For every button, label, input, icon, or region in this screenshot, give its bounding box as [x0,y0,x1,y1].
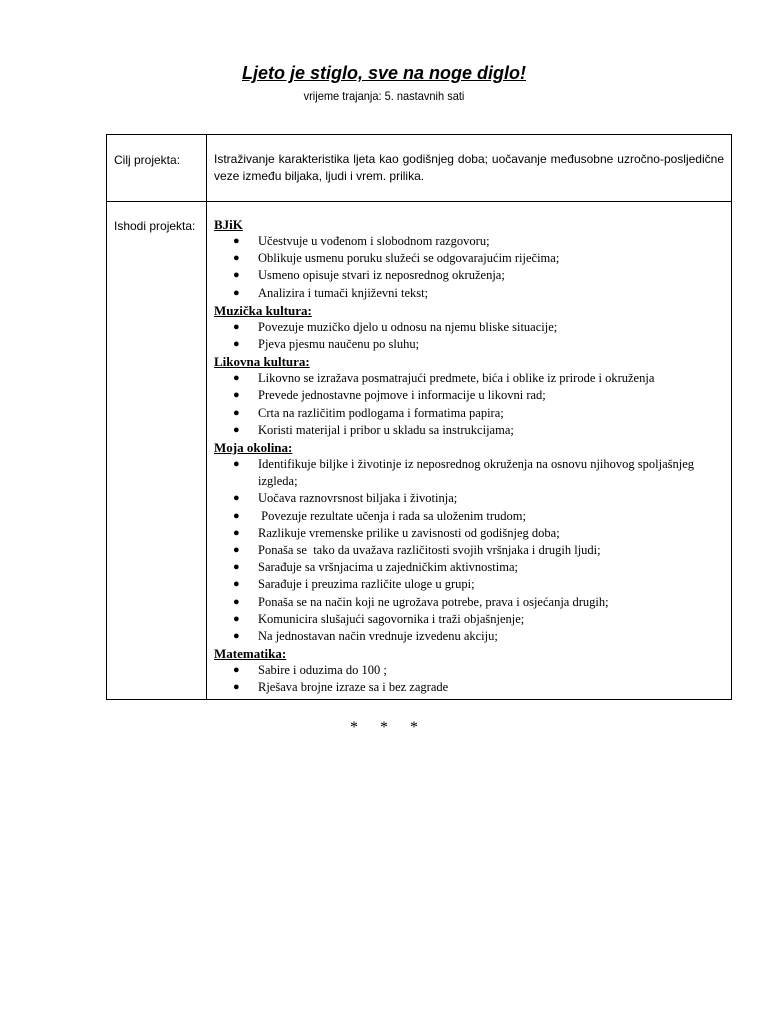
outcome-list [214,319,724,353]
list-item-text: Prevede jednostavne pojmove i informacije u likovni rad; [258,388,546,403]
list-item [214,387,724,404]
bullet-icon: ● [233,458,240,471]
outcomes-label: Ishodi projekta: [107,202,207,700]
list-item-text: Povezuje muzičko djelo u odnosu na njemu bliske situacije; [258,319,558,334]
bullet-icon: ● [233,681,240,694]
subject-heading: Moja okolina: [214,440,293,456]
bullet-icon: ● [233,561,240,574]
list-item [214,405,724,422]
subject-heading: Likovna kultura: [214,354,310,370]
list-item [214,233,724,250]
list-item [214,250,724,267]
list-item [214,594,724,611]
list-item [214,628,724,645]
duration-line: vrijeme trajanja: 5. nastavnih sati [303,89,465,103]
list-item [214,508,724,525]
list-item-text: Pjeva pjesmu naučenu po sluhu; [258,337,420,352]
bullet-icon: ● [233,578,240,591]
list-item [214,285,724,302]
bullet-icon: ● [233,492,240,505]
bullet-icon: ● [233,389,240,402]
bullet-icon: ● [233,544,240,557]
list-item-text: Komunicira slušajući sagovornika i traži objašnjenje; [258,611,525,626]
list-item-text: Sabire i oduzima do 100 ; [258,663,387,678]
list-item [214,662,724,679]
subject-heading: Matematika: [214,646,287,662]
bullet-icon: ● [233,372,240,385]
outcome-list [214,370,724,439]
list-item-text: Crta na različitim podlogama i formatima papira; [258,405,504,420]
list-item [214,611,724,628]
section-separator: * * * [350,719,418,736]
subject-heading: BJiK [214,217,243,232]
list-item-text: Koristi materijal i pribor u skladu sa instrukcijama; [258,422,514,437]
list-item [214,490,724,507]
bullet-icon: ● [233,235,240,247]
list-item-text: Sarađuje i preuzima različite uloge u grupi; [258,577,475,592]
list-item [214,267,724,284]
bullet-icon: ● [233,269,240,282]
list-item-text: Ponaša se tako da uvažava različitosti svojih vršnjaka i drugih ljudi; [258,543,601,558]
list-item-text: Povezuje rezultate učenja i rada sa uloženim trudom; [258,508,526,523]
list-item-text: Usmeno opisuje stvari iz neposrednog okruženja; [258,268,505,283]
subject-heading: Muzička kultura: [214,302,312,318]
bullet-icon: ● [233,664,240,677]
list-item-text: Razlikuje vremenske prilike u zavisnosti od godišnjeg doba; [258,525,560,540]
list-item-text: Ponaša se na način koji ne ugrožava potrebe, prava i osjećanja drugih; [258,594,609,609]
list-item-text: Uočava raznovrsnost biljaka i životinja; [258,491,458,506]
list-item [214,542,724,559]
list-item [214,456,724,490]
bullet-icon: ● [233,630,240,643]
bullet-icon: ● [233,526,240,539]
bullet-icon: ● [233,509,240,522]
list-item-text: Učestvuje u vođenom i slobodnom razgovoru; [258,234,490,248]
bullet-icon: ● [233,595,240,608]
list-item-text: Analizira i tumači književni tekst; [258,285,429,300]
list-item-text: Rješava brojne izraze sa i bez zagrade [258,680,449,695]
bullet-icon: ● [233,286,240,299]
list-item-text: Na jednostavan način vrednuje izvedenu akciju; [258,629,498,644]
bullet-icon: ● [233,612,240,625]
list-item-text: Oblikuje usmenu poruku služeći se odgovarajućim riječima; [258,251,560,266]
bullet-icon: ● [233,252,240,265]
bullet-icon: ● [233,338,240,351]
goal-text: Istraživanje karakteristika ljeta kao godišnjeg doba; uočavanje međusobne uzročno-posljedične veze između biljaka, ljudi i vrem. prilika. [207,135,732,202]
list-item [214,679,724,696]
list-item-text: Likovno se izražava posmatrajući predmete, bića i oblike iz prirode i okruženja [258,371,655,386]
outcome-list [214,662,724,696]
goal-row [107,135,732,202]
document-title: Ljeto je stiglo, sve na noge diglo! [241,63,527,83]
bullet-icon: ● [233,406,240,419]
list-item-text: Sarađuje sa vršnjacima u zajedničkim aktivnostima; [258,560,518,575]
list-item-text: Identifikuje biljke i životinje iz neposrednog okruženja na osnovu njihovog spoljašnjeg izgleda; [258,457,698,489]
outcomes-content [207,202,732,700]
outcome-list [214,233,724,302]
bullet-icon: ● [233,320,240,333]
bullet-icon: ● [233,423,240,436]
list-item [214,336,724,353]
project-table [106,134,732,700]
list-item [214,559,724,576]
list-item [214,422,724,439]
list-item [214,370,724,387]
outcomes-row [107,202,732,700]
outcome-list [214,456,724,645]
list-item [214,525,724,542]
list-item [214,576,724,593]
goal-label: Cilj projekta: [107,135,207,202]
list-item [214,319,724,336]
